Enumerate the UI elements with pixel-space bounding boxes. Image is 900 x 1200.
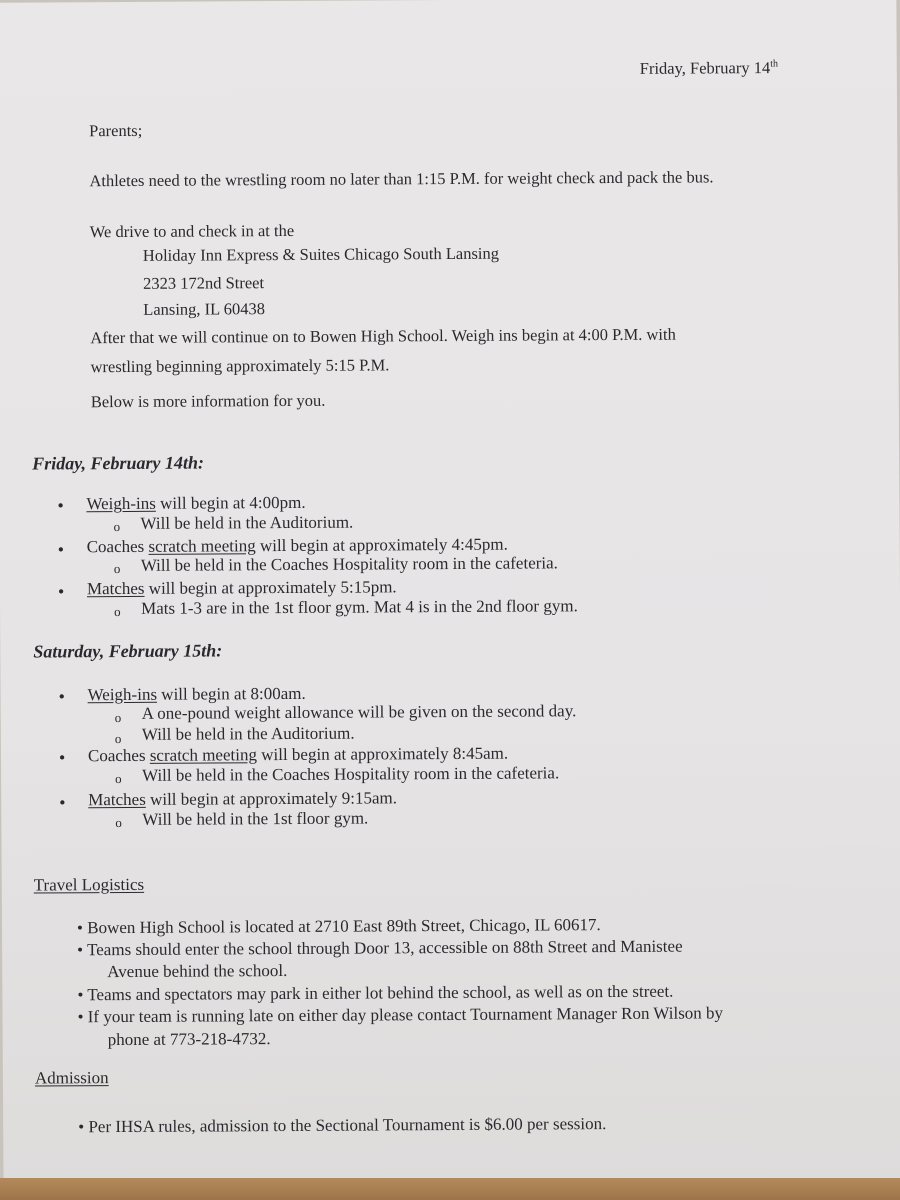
- bullet-icon: •: [57, 581, 65, 602]
- saturday-heading: Saturday, February 15th:: [33, 640, 223, 662]
- greeting: Parents;: [89, 120, 143, 141]
- travel-item-late: • If your team is running late on either day please contact Tournament Manager Ron Wilson by: [77, 1003, 724, 1027]
- saturday-scratch-sub: Will be held in the Coaches Hospitality room in the cafeteria.: [142, 763, 560, 785]
- admission-heading: Admission: [34, 1068, 109, 1088]
- sub-bullet-icon: o: [114, 604, 121, 620]
- travel-item-parking: • Teams and spectators may park in either lot behind the school, as well as on the street.: [77, 981, 674, 1005]
- hotel-name: Holiday Inn Express & Suites Chicago South Lansing: [142, 243, 500, 265]
- sub-bullet-icon: o: [114, 731, 122, 747]
- sub-bullet-icon: o: [113, 561, 121, 577]
- bullet-icon: •: [58, 747, 66, 768]
- bullet-icon: •: [57, 539, 65, 560]
- admission-item: • Per IHSA rules, admission to the Sectional Tournament is $6.00 per session.: [78, 1114, 607, 1137]
- letter-date: Friday, February 14th: [639, 58, 778, 78]
- bullet-icon: •: [59, 792, 66, 813]
- friday-heading: Friday, February 14th:: [32, 452, 205, 474]
- saturday-matches-sub: Will be held in the 1st floor gym.: [142, 808, 369, 829]
- saturday-matches: Matches will begin at approximately 9:15am.: [88, 788, 398, 810]
- paragraph-bowen-line1: After that we will continue on to Bowen High School. Weigh ins begin at 4:00 P.M. with: [90, 324, 676, 348]
- travel-item-phone: phone at 773-218-4732.: [107, 1029, 271, 1050]
- bullet-icon: •: [57, 495, 64, 516]
- paragraph-bowen-line2: wrestling beginning approximately 5:15 P.M.: [90, 355, 390, 377]
- paragraph-checkin: We drive to and check in at the: [89, 220, 295, 242]
- hotel-street: 2323 172nd Street: [143, 273, 265, 293]
- hotel-city: Lansing, IL 60438: [143, 299, 266, 319]
- sub-bullet-icon: o: [114, 710, 122, 726]
- friday-weighins-sub: Will be held in the Auditorium.: [140, 512, 354, 533]
- travel-item-door: • Teams should enter the school through Door 13, accessible on 88th Street and Manistee: [77, 936, 683, 960]
- desk-surface: [0, 1178, 900, 1200]
- friday-matches: Matches will begin at approximately 5:15pm.: [86, 577, 397, 599]
- friday-weighins: Weigh-ins will begin at 4:00pm.: [86, 492, 306, 514]
- friday-matches-sub: Mats 1-3 are in the 1st floor gym. Mat 4 is in the 2nd floor gym.: [140, 596, 578, 618]
- friday-scratch: Coaches scratch meeting will begin at approximately 4:45pm.: [86, 534, 508, 557]
- sub-bullet-icon: o: [115, 771, 122, 787]
- travel-heading: Travel Logistics: [33, 874, 145, 895]
- travel-item-location: • Bowen High School is located at 2710 East 89th Street, Chicago, IL 60617.: [76, 915, 601, 938]
- saturday-weighins: Weigh-ins will begin at 8:00am.: [87, 683, 306, 705]
- paragraph-more-info: Below is more information for you.: [90, 390, 326, 412]
- bullet-icon: •: [58, 686, 65, 707]
- friday-scratch-sub: Will be held in the Coaches Hospitality room in the cafeteria.: [140, 553, 558, 575]
- sub-bullet-icon: o: [113, 519, 121, 535]
- travel-item-door-cont: Avenue behind the school.: [107, 961, 288, 982]
- saturday-scratch: Coaches scratch meeting will begin at approximately 8:45am.: [87, 743, 509, 766]
- saturday-weighins-sub2: Will be held in the Auditorium.: [141, 723, 355, 744]
- saturday-weighins-sub1: A one-pound weight allowance will be given on the second day.: [141, 701, 577, 723]
- paragraph-arrival: Athletes need to the wrestling room no later than 1:15 P.M. for weight check and pack the bus.: [89, 167, 714, 191]
- sub-bullet-icon: o: [115, 815, 122, 831]
